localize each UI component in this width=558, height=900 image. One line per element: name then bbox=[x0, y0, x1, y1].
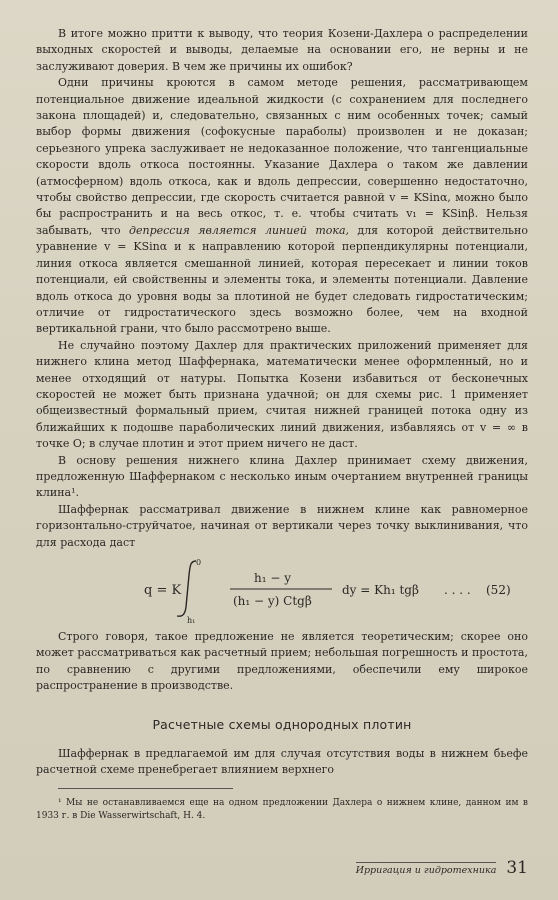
formula-differential: dy = Kh₁ tgβ bbox=[342, 583, 419, 597]
journal-title: Ирригация и гидротехника bbox=[356, 862, 497, 876]
paragraph-2 bbox=[36, 75, 528, 338]
section-heading: Расчетные схемы однородных плотин bbox=[152, 716, 412, 732]
paragraph-4: В основу решения нижнего клина Дахлер принимает схему движения, предложенную Шаффернаком с несколько иным очертанием внутренней границы клина¹. bbox=[36, 453, 528, 500]
footnote: ¹ Мы не останавливаемся еще на одном предложении Дахлера о нижнем клине, данном им в 1933 г. в Die Wasserwirtschaft, H. 4. bbox=[36, 798, 528, 821]
formula-52 bbox=[36, 553, 528, 625]
formula-upper-limit: 0 bbox=[196, 558, 202, 567]
paragraph-3: Не случайно поэтому Дахлер для практических приложений применяет для нижнего клина метод Шаффернака, математически менее оформленный, но и менее отходящий от натуры. Попытка Козени избавиться от бесконечных скоростей не может быть признана удачной; он для схемы рис. 1 применяет общеизвестный формальный прием, считая нижней границей потока одну из ближайших к подошве параболических линий движения, избавляясь от v = ∞ в точке O; в случае плотин и этот прием ничего не даст. bbox=[36, 338, 528, 451]
formula-number: (52) bbox=[486, 583, 511, 597]
formula-dots: . . . . bbox=[444, 583, 471, 597]
paragraph-7: Шаффернак в предлагаемой им для случая отсутствия воды в нижнем бьефе расчетной схеме пренебрегает влиянием верхнего bbox=[36, 746, 528, 777]
page-footer bbox=[356, 858, 528, 878]
paragraph-5: Шаффернак рассматривал движение в нижнем клине как равномерное горизонтально-струйчатое, начиная от вертикали через точку выклинивания, что для расхода даст bbox=[36, 502, 528, 549]
formula-numerator: h₁ − y bbox=[254, 571, 292, 585]
formula-lower-limit: h₁ bbox=[187, 616, 196, 625]
paragraph-2-italic: депрессия является линией тока, bbox=[129, 223, 350, 237]
paragraph-6: Строго говоря, такое предложение не является теоретическим; скорее оно может рассматриваться как расчетный прием; небольшая погрешность и простота, по сравнению с другими предложениями, обеспечили ему широкое распространение в производстве. bbox=[36, 630, 528, 693]
footnote-divider bbox=[58, 788, 233, 789]
formula-denominator: (h₁ − y) Ctgβ bbox=[233, 594, 312, 608]
paragraph-2-text: Одни причины кроются в самом методе решения, рассматривающем потенциальное движение идеальной жидкости (с сохранением для последнего закона площадей) и, следовательно, связанных с ним особенных точек; самый выбор формы движения (софокусные параболы) произволен и не доказан; серьезного упрека заслуживает не недоказанное положение, что тангенциальные скорости вдоль откоса постоянны. Указание Дахлера о таком же давлении (атмосферном) вдоль откоса, как и вдоль депрессии, совершенно недостаточно, чтобы свойство депрессии, где скорость считается равной v = KSinα, можно было бы распространить и на весь откос, т. е. чтобы считать v₁ = KSinβ. Нельзя забывать, что bbox=[36, 76, 528, 237]
page-number: 31 bbox=[506, 858, 528, 878]
paragraph-1: В итоге можно притти к выводу, что теория Козени-Дахлера о распределении выходных скоростей и выводы, делаемые на основании его, не верны и не заслуживают доверия. В чем же причины их ошибок? bbox=[36, 27, 528, 73]
formula-svg bbox=[36, 553, 528, 625]
paragraph-2-rest: для которой действительно уравнение v = KSinα и к направлению которой перпендикулярны потенциали, линия откоса является смешанной линией, которая пересекает и линии токов потенциали, ей свойственны и элементы тока, и элементы потенциали. Давление вдоль откоса до уровня воды за плотиной не будет следовать гидростатическим; отличие от гидростатического здесь возможно более, чем на входной вертикальной грани, что было рассмотрено выше. bbox=[36, 223, 528, 336]
formula-lhs: q = K bbox=[144, 583, 182, 598]
